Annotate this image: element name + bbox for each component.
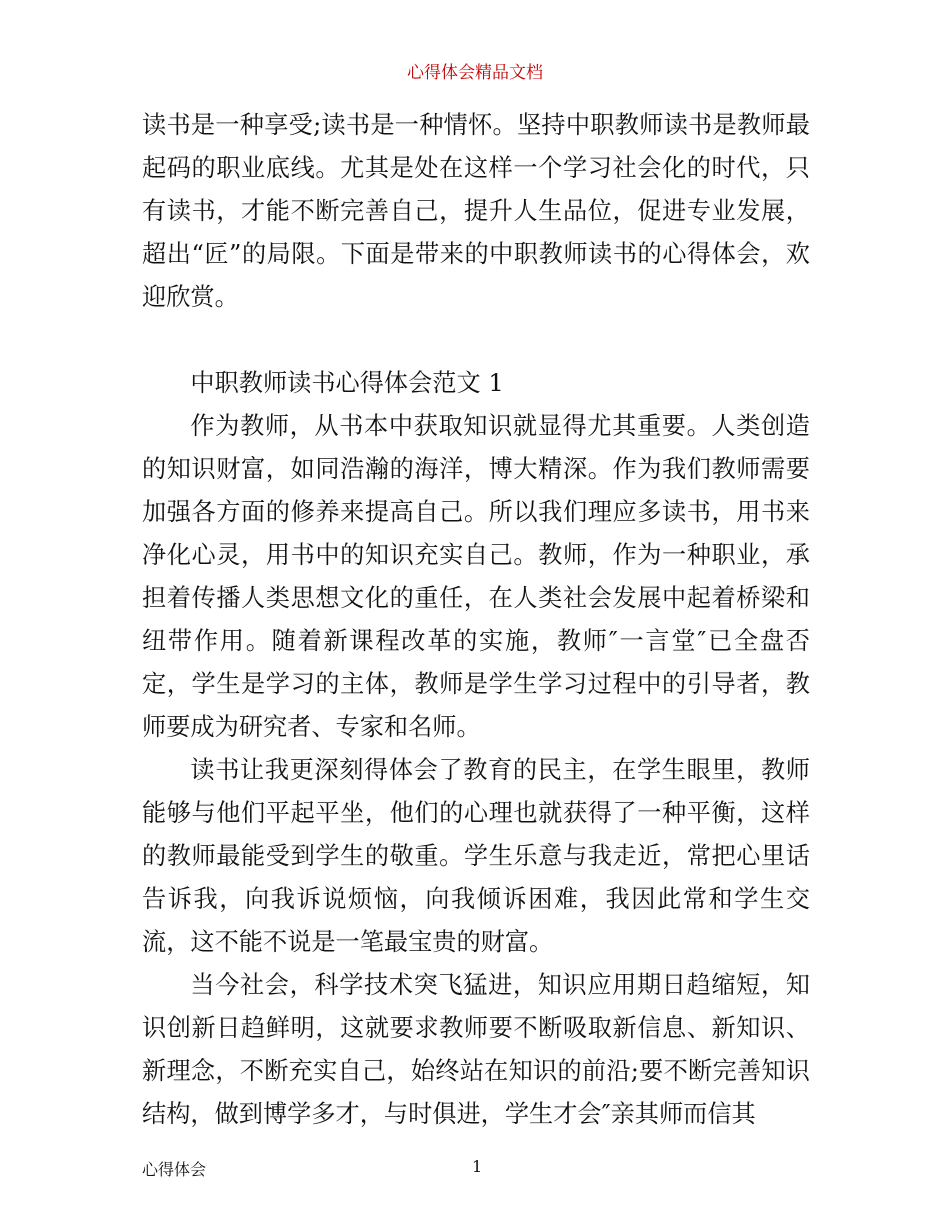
document-body <box>142 104 810 1136</box>
body-paragraph-1: 作为教师，从书本中获取知识就显得尤其重要。人类创造的知识财富，如同浩瀚的海洋，博大精深。作为我们教师需要加强各方面的修养来提高自己。所以我们理应多读书，用书来净化心灵，用书中的知识充实自己。教师，作为一种职业，承担着传播人类思想文化的重任，在人类社会发展中起着桥梁和纽带作用。随着新课程改革的实施，教师″一言堂″已全盘否定，学生是学习的主体，教师是学生学习过程中的引导者，教师要成为研究者、专家和名师。 <box>142 412 810 741</box>
footer-label: 心得体会 <box>142 1160 207 1179</box>
body-paragraph-2: 读书让我更深刻得体会了教育的民主，在学生眼里，教师能够与他们平起平坐，他们的心理也就获得了一种平衡，这样的教师最能受到学生的敬重。学生乐意与我走近，常把心里话告诉我，向我诉说烦恼，向我倾诉困难，我因此常和学生交流，这不能不说是一笔最宝贵的财富。 <box>142 756 810 956</box>
body-paragraph-3: 当今社会，科学技术突飞猛进，知识应用期日趋缩短，知识创新日趋鲜明，这就要求教师要不断吸取新信息、新知识、新理念，不断充实自己，始终站在知识的前沿;要不断完善知识结构，做到博学多才，与时俱进，学生才会″亲其师而信其 <box>142 971 810 1128</box>
page-number: 1 <box>472 1157 483 1176</box>
intro-paragraph: 读书是一种享受;读书是一种情怀。坚持中职教师读书是教师最起码的职业底线。尤其是处在这样一个学习社会化的时代，只有读书，才能不断完善自己，提升人生品位，促进专业发展，超出“匠”的局限。下面是带来的中职教师读书的心得体会，欢迎欣赏。 <box>142 111 810 311</box>
section-heading: 中职教师读书心得体会范文 1 <box>190 369 504 397</box>
document-header-title: 心得体会精品文档 <box>407 63 543 83</box>
paragraph-gap <box>142 319 810 362</box>
